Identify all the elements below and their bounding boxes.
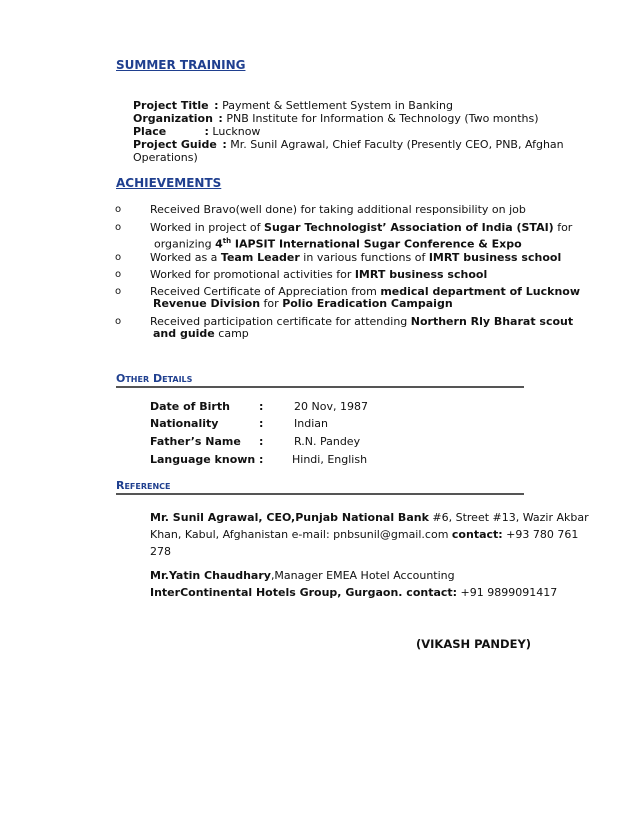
project-title-sep: :	[214, 99, 219, 112]
reference-2-phone: +91 9899091417	[457, 586, 558, 599]
achievement-6-text: Received participation certificate for attending	[150, 315, 411, 328]
organization-line	[133, 112, 539, 126]
reference-1-contact-label: contact:	[451, 528, 503, 541]
section-divider	[116, 493, 524, 495]
bullet-marker: o	[115, 252, 122, 263]
organization-value: PNB Institute for Information & Technology (Two months)	[226, 112, 539, 125]
project-guide-line	[133, 138, 564, 152]
project-guide-sep: :	[222, 138, 227, 151]
achievements-heading: ACHIEVEMENTS	[116, 176, 222, 190]
project-title-line	[133, 99, 453, 113]
achievement-5-cont-bold: Revenue Division	[153, 297, 261, 310]
achievement-5-cont-bold-2: Polio Eradication Campaign	[282, 297, 453, 310]
achievement-6-bold: Northern Rly Bharat scout	[410, 315, 574, 328]
organization-label: Organization	[133, 112, 213, 125]
detail-label: Nationality	[150, 417, 219, 430]
reference-1-address: #6, Street #13, Wazir Akbar	[428, 511, 589, 524]
achievement-5-cont-text: for	[260, 297, 283, 310]
detail-value: Indian	[294, 417, 328, 430]
achievement-6-cont-bold: and guide	[153, 327, 215, 340]
detail-value: R.N. Pandey	[294, 435, 361, 448]
achievement-3	[150, 251, 561, 265]
reference-heading: Reference	[116, 479, 171, 492]
reference-1-line-2	[150, 526, 578, 543]
project-title-value: Payment & Settlement System in Banking	[222, 99, 453, 112]
bullet-marker: o	[115, 204, 122, 215]
achievement-3-bold-2: IMRT business school	[428, 251, 562, 264]
reference-1-email: Khan, Kabul, Afghanistan e-mail: pnbsunil@gmail.com	[150, 528, 452, 541]
detail-separator: :	[259, 400, 264, 413]
detail-label: Father’s Name	[150, 435, 241, 448]
achievement-2	[150, 221, 573, 235]
reference-1-name: Mr. Sunil Agrawal, CEO,Punjab National Bank	[150, 511, 429, 524]
other-details-heading: Other Details	[116, 372, 193, 385]
achievement-3-text-2: in various functions of	[299, 251, 429, 264]
project-guide-label: Project Guide	[133, 138, 217, 151]
achievement-5-bold: medical department of Lucknow	[380, 285, 580, 298]
bullet-marker: o	[115, 222, 122, 233]
place-label: Place	[133, 125, 167, 138]
place-value: Lucknow	[212, 125, 261, 138]
achievement-2-cont-text: organizing	[154, 237, 216, 251]
achievement-4	[150, 268, 487, 282]
achievement-2-continued	[154, 234, 522, 252]
detail-separator: :	[259, 417, 264, 430]
bullet-marker: o	[115, 269, 122, 280]
achievement-2-text-end: for	[553, 221, 573, 234]
reference-2-title: ,Manager EMEA Hotel Accounting	[270, 569, 455, 582]
reference-1-phone: +93 780 761	[502, 528, 579, 541]
reference-2-name: Mr.Yatin Chaudhary	[150, 569, 271, 582]
project-title-label: Project Title	[133, 99, 209, 112]
achievement-5-continued	[153, 297, 453, 311]
signature-name: (VIKASH PANDEY)	[416, 637, 532, 651]
place-line	[133, 125, 260, 139]
reference-2	[150, 567, 455, 584]
section-divider	[116, 386, 524, 388]
achievement-2-cont-num: 4	[215, 237, 223, 251]
achievement-3-text: Worked as a	[150, 251, 221, 264]
achievement-1: Received Bravo(well done) for taking additional responsibility on job	[150, 203, 526, 216]
detail-value: Hindi, English	[292, 453, 368, 466]
detail-label: Date of Birth	[150, 400, 230, 413]
detail-separator: :	[259, 435, 264, 448]
achievement-6-continued	[153, 327, 249, 341]
achievement-2-cont-sup: th	[222, 237, 232, 245]
summer-training-heading: SUMMER TRAINING	[116, 58, 246, 72]
achievement-2-bold: Sugar Technologist’ Association of India (STAI)	[264, 221, 554, 234]
achievement-4-bold: IMRT business school	[354, 268, 488, 281]
achievement-5-text: Received Certificate of Appreciation from	[150, 285, 381, 298]
achievement-2-text: Worked in project of	[150, 221, 265, 234]
achievement-3-bold: Team Leader	[220, 251, 300, 264]
place-sep: :	[204, 125, 209, 138]
reference-1-line-3: 278	[150, 545, 171, 558]
detail-value: 20 Nov, 1987	[294, 400, 368, 413]
detail-separator: :	[259, 453, 264, 466]
reference-1	[150, 509, 589, 526]
achievement-4-text: Worked for promotional activities for	[150, 268, 355, 281]
organization-sep: :	[218, 112, 223, 125]
achievement-6-cont-text: camp	[214, 327, 249, 340]
project-guide-value-continued: Operations)	[133, 151, 198, 164]
achievement-2-cont-bold: IAPSIT International Sugar Conference & Expo	[231, 237, 522, 251]
reference-2-line-2	[150, 584, 557, 601]
reference-2-company: InterContinental Hotels Group, Gurgaon. contact:	[150, 586, 458, 599]
bullet-marker: o	[115, 316, 122, 327]
bullet-marker: o	[115, 286, 122, 297]
project-guide-value: Mr. Sunil Agrawal, Chief Faculty (Presently CEO, PNB, Afghan	[230, 138, 564, 151]
detail-label: Language known	[150, 453, 256, 466]
